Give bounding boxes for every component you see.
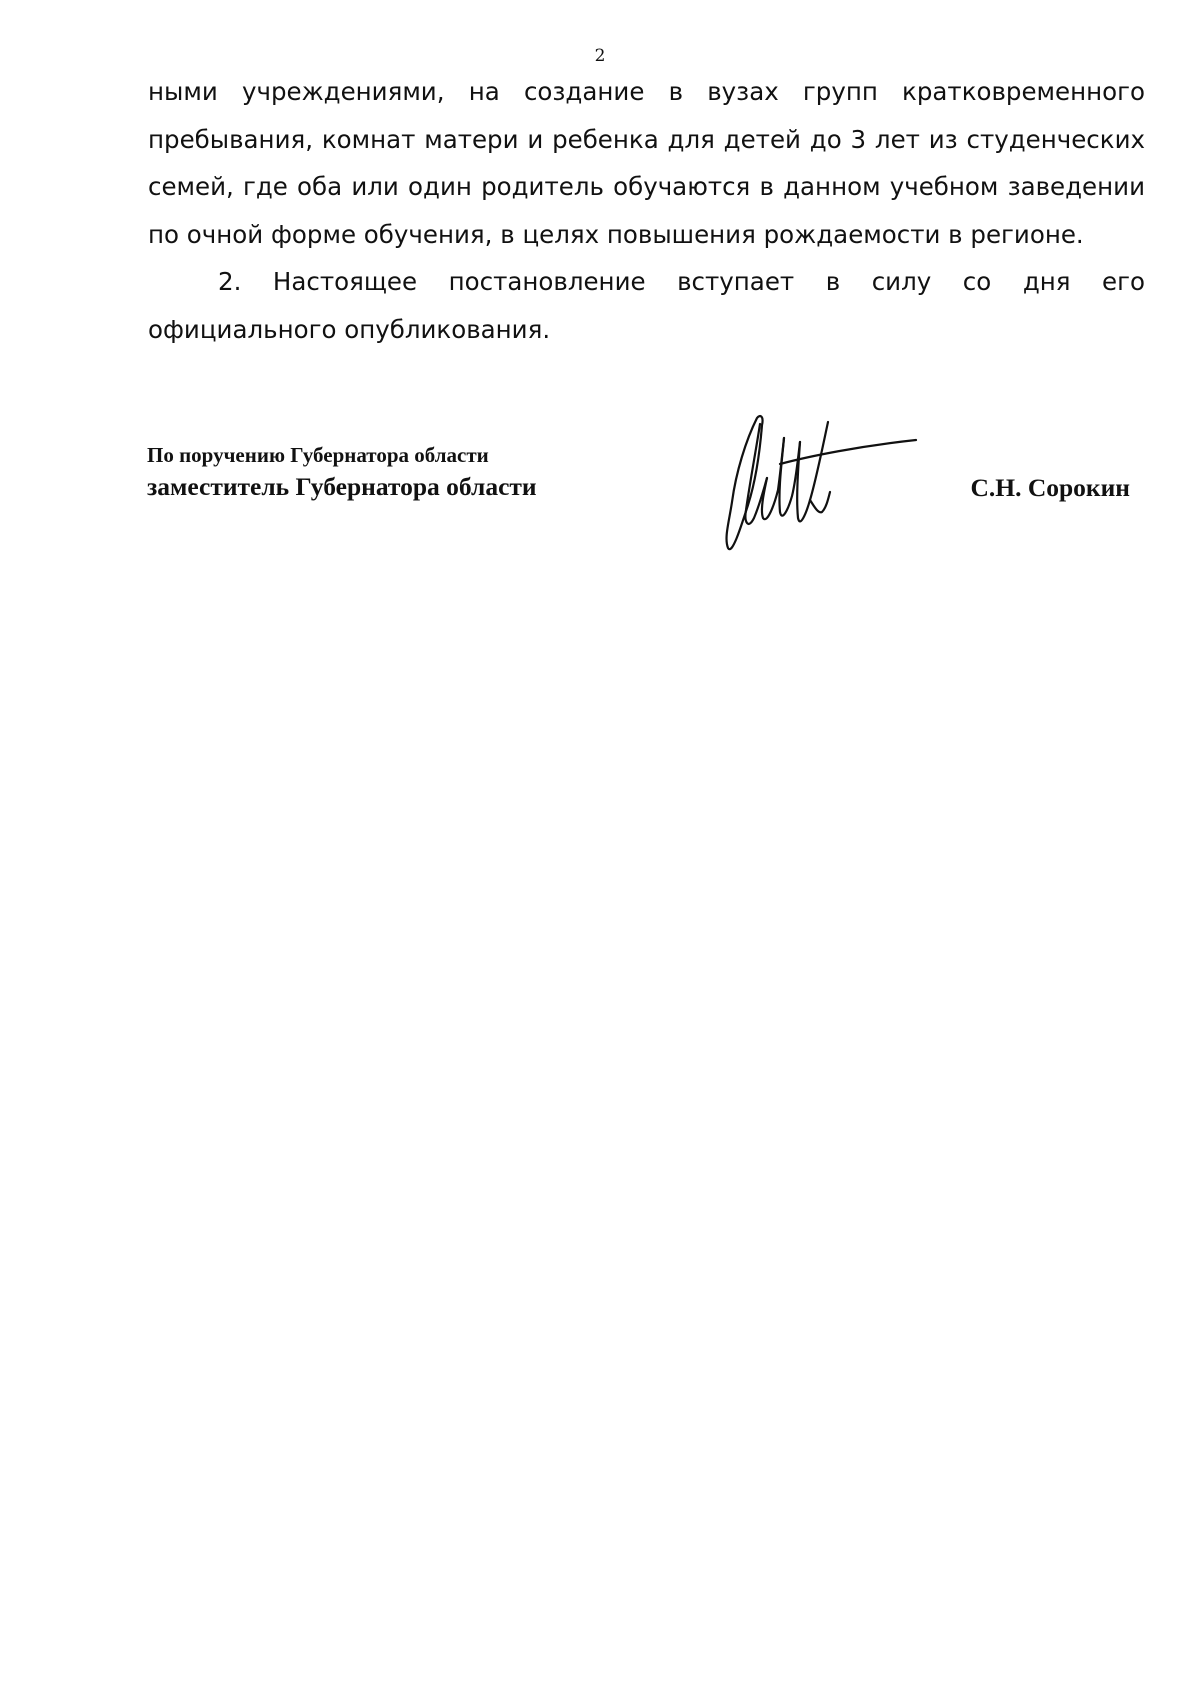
page-number: 2: [594, 46, 606, 66]
signature-position-line: заместитель Губернатора области: [147, 472, 537, 501]
handwritten-signature: [720, 410, 920, 560]
signature-authority-line: По поручению Губернатора области: [147, 443, 489, 467]
paragraph-2: 2. Настоящее постановление вступает в силу со дня его официального опубликования.: [148, 267, 1145, 344]
signatory-name: С.Н. Сорокин: [970, 473, 1130, 502]
paragraph-continuation: ными учреждениями, на создание в вузах групп кратковременного пребывания, комнат матери и ребенка для детей до 3 лет из студенческих семей, где оба или один родитель обучаются в данном учебном заведении по очной форме обучения, в целях повышения рождаемости в регионе.: [148, 77, 1145, 249]
document-body: [148, 68, 1145, 353]
